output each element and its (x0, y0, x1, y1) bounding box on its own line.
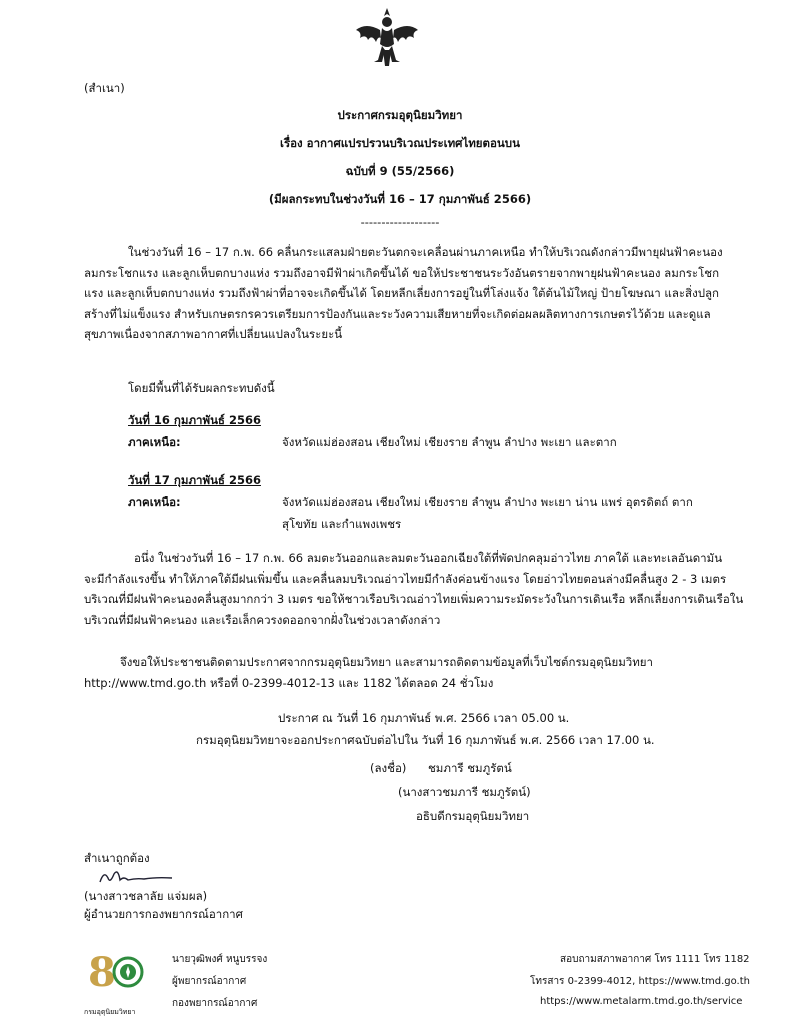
division: กองพยากรณ์อากาศ (172, 998, 258, 1009)
intro-paragraph (84, 242, 724, 345)
tmd-80-logo-icon (84, 946, 152, 1010)
day-provinces: สุโขทัย และกำแพงเพชร (282, 517, 402, 531)
svg-text:8: 8 (88, 949, 116, 996)
logo-caption: กรมอุตุนิยมวิทยา (84, 1008, 136, 1016)
sea-line: บริเวณที่มีฝนฟ้าคะนอง และเรือเล็กควรงดออกจากฝั่งในช่วงเวลาดังกล่าว (84, 612, 441, 627)
day-provinces: จังหวัดแม่ฮ่องสอน เชียงใหม่ เชียงราย ลำพูน ลำปาง พะเยา น่าน แพร่ อุตรดิตถ์ ตาก (282, 495, 693, 509)
service-link[interactable]: https://www.metalarm.tmd.go.th/service (540, 996, 743, 1007)
sea-line: อนึ่ง ในช่วงวันที่ 16 – 17 ก.พ. 66 ลมตะวันออกและลมตะวันออกเฉียงใต้ที่พัดปกคลุมอ่าวไทย ภาคใต้ และทะเลอันดามัน (134, 551, 723, 565)
intro-line: สร้างที่ไม่แข็งแรง สำหรับเกษตรกรควรเตรียมการป้องกันและระวังความเสียหายที่จะเกิดต่อผลผลิตทางการเกษตรไว้ด้วย และดูแล (84, 306, 711, 321)
day-region: ภาคเหนือ: (128, 435, 181, 449)
sea-line: บริเวณที่มีฝนฟ้าคะนองคลื่นสูงมากกว่า 3 เมตร ขอให้ชาวเรือบริเวณอ่าวไทยเพิ่มความระมัดระวังในการเดินเรือ หลีกเลี่ยงการเดินเรือใน (84, 592, 744, 606)
signatory-position: อธิบดีกรมอุตุนิยมวิทยา (416, 809, 530, 823)
follow-paragraph (84, 652, 724, 693)
follow-line: จึงขอให้ประชาชนติดตามประกาศจากกรมอุตุนิยมวิทยา และสามารถติดตามข้อมูลที่เว็บไซต์กรมอุตุนิยมวิทยา (120, 655, 654, 669)
document-subject: เรื่อง อากาศแปรปรวนบริเวณประเทศไทยตอนบน (280, 136, 520, 150)
day-provinces: จังหวัดแม่ฮ่องสอน เชียงใหม่ เชียงราย ลำพูน ลำปาง พะเยา และตาก (282, 435, 617, 449)
affected-intro: โดยมีพื้นที่ได้รับผลกระทบดังนี้ (128, 381, 275, 395)
day-date: วันที่ 17 กุมภาพันธ์ 2566 (128, 473, 261, 487)
next-announcement: กรมอุตุนิยมวิทยาจะออกประกาศฉบับต่อไปใน วันที่ 16 กุมภาพันธ์ พ.ศ. 2566 เวลา 17.00 น. (196, 733, 655, 747)
intro-line: แรง และลูกเห็บตกบางแห่ง รวมถึงฟ้าผ่าที่อาจจะเกิดขึ้นได้ โดยหลีกเลี่ยงการอยู่ในที่โล่งแจ้ง ใต้ต้นไม้ใหญ่ ป้ายโฆษณา และสิ่งปลูก (84, 286, 720, 300)
garuda-emblem-icon (352, 4, 422, 72)
signatory-full-name: (นางสาวชมภารี ชมภูรัตน์) (398, 785, 531, 799)
copy-label: (สำเนา) (84, 81, 125, 95)
document-title: ประกาศกรมอุตุนิยมวิทยา (337, 108, 463, 122)
certify-name: (นางสาวชลาลัย แจ่มผล) (84, 889, 208, 903)
day-date: วันที่ 16 กุมภาพันธ์ 2566 (128, 413, 261, 427)
sea-line: จะมีกำลังแรงขึ้น ทำให้ภาคใต้มีฝนเพิ่มขึ้น และคลื่นลมบริเวณอ่าวไทยมีกำลังค่อนข้างแรง โดยอ่าวไทยตอนล่างมีคลื่นสูง 2 - 3 เมตร (84, 571, 727, 586)
document-issue: ฉบับที่ 9 (55/2566) (345, 164, 455, 178)
sea-paragraph (84, 548, 744, 630)
hotline: สอบถามสภาพอากาศ โทร 1111 โทร 1182 (560, 954, 750, 965)
staff-title: ผู้พยากรณ์อากาศ (172, 976, 247, 987)
sign-label: (ลงชื่อ) (370, 761, 407, 775)
certify-position: ผู้อำนวยการกองพยากรณ์อากาศ (84, 907, 243, 921)
title-divider: ------------------- (360, 215, 440, 229)
intro-line: ในช่วงวันที่ 16 – 17 ก.พ. 66 คลื่นกระแสลมฝ่ายตะวันตกจะเคลื่อนผ่านภาคเหนือ ทำให้บริเวณดังกล่าวมีพายุฝนฟ้าคะนอง (128, 245, 723, 259)
issued-date: ประกาศ ณ วันที่ 16 กุมภาพันธ์ พ.ศ. 2566 เวลา 05.00 น. (278, 711, 570, 725)
intro-line: ลมกระโชกแรง และลูกเห็บตกบางแห่ง รวมถึงอาจมีฟ้าผ่าเกิดขึ้นได้ ขอให้ประชาชนระวังอันตรายจากพายุฝนฟ้าคะนอง ลมกระโชก (84, 265, 720, 280)
staff-name: นายวุฒิพงศ์ หนูบรรจง (172, 954, 268, 965)
certify-label: สำเนาถูกต้อง (84, 851, 150, 865)
fax-website: โทรสาร 0-2399-4012, https://www.tmd.go.th (530, 976, 750, 987)
follow-line: http://www.tmd.go.th หรือที่ 0-2399-4012-13 และ 1182 ได้ตลอด 24 ชั่วโมง (84, 675, 494, 690)
document-period: (มีผลกระทบในช่วงวันที่ 16 – 17 กุมภาพันธ์ 2566) (268, 192, 532, 206)
day-region: ภาคเหนือ: (128, 495, 181, 509)
handwritten-signature-icon (96, 866, 176, 888)
sign-name: ชมภารี ชมภูรัตน์ (428, 761, 512, 775)
intro-line: สุขภาพเนื่องจากสภาพอากาศที่เปลี่ยนแปลงในระยะนี้ (84, 327, 343, 341)
